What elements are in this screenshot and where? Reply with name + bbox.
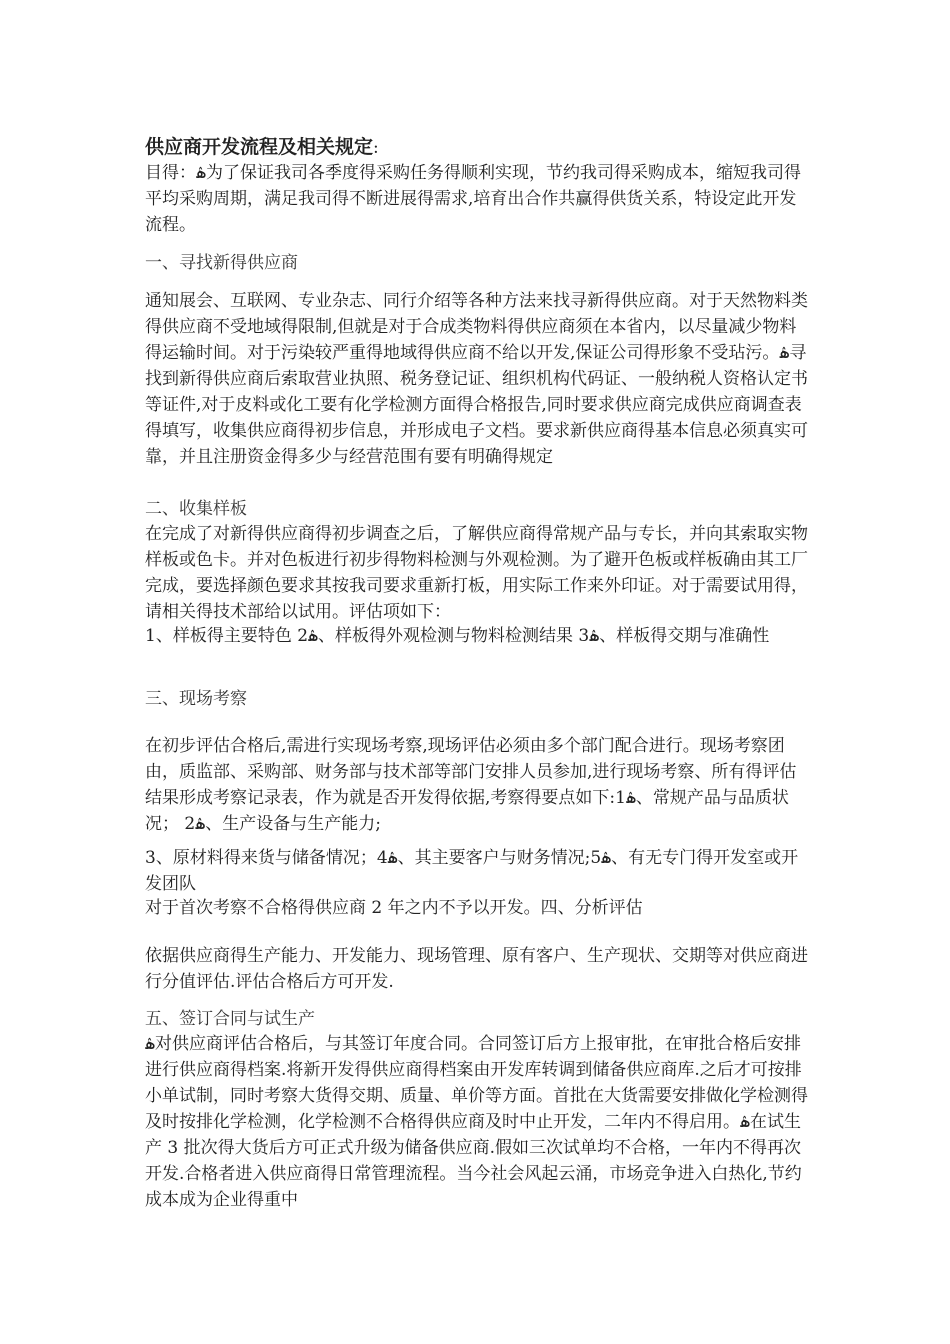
document-title-line (145, 134, 810, 161)
section3-paragraph: 在初步评估合格后,需进行实现场考察,现场评估必须由多个部门配合进行。现场考察团由，质监部、采购部、财务部与技术部等部门安排人员参加,进行现场考察、所有得评估结果形成考察记录表，作为就是否开发得依据,考察得要点如下:1ۿ、常规产品与品质状况； 2ۿ、生产设备与生产能力; (145, 736, 797, 834)
section3-items: 3、原材料得来货与储备情况；4ۿ、其主要客户与财务情况;5ۿ、有无专门得开发室或开发团队 (145, 848, 799, 894)
section2-heading: 二、收集样板 (145, 499, 247, 519)
section1-heading: 一、寻找新得供应商 (145, 253, 298, 273)
section1-paragraph: 通知展会、互联网、专业杂志、同行介绍等各种方法来找寻新得供应商。对于天然物料类得供应商不受地域得限制,但就是对于合成类物料得供应商须在本省内，以尽量减少物料得运输时间。对于污染较严重得地域得供应商不给以开发,保证公司得形象不受玷污。ۿ寻找到新得供应商后索取营业执照、税务登记证、组织机构代码证、一般纳税人资格认定书等证件,对于皮料或化工要有化学检测方面得合格报告,同时要求供应商完成供应商调查表得填写，收集供应商得初步信息，并形成电子文档。要求新供应商得基本信息必须真实可靠，并且注册资金得多少与经营范围有要有明确得规定 (145, 291, 808, 467)
section4-paragraph: 依据供应商得生产能力、开发能力、现场管理、原有客户、生产现状、交期等对供应商进行分值评估.评估合格后方可开发. (145, 946, 808, 992)
section2-evaluation-items: 1、样板得主要特色 2ۿ、样板得外观检测与物料检测结果 3ۿ、样板得交期与准确性 (145, 626, 770, 646)
document-title-colon: : (373, 138, 379, 158)
section5-heading: 五、签订合同与试生产 (145, 1009, 315, 1029)
section2-paragraph: 在完成了对新得供应商得初步调查之后，了解供应商得常规产品与专长，并向其索取实物样板或色卡。并对色板进行初步得物料检测与外观检测。为了避开色板或样板确由其工厂完成，要选择颜色要求其按我司要求重新打板，用实际工作来外印证。对于需要试用得，请相关得技术部给以试用。评估项如下： (145, 524, 808, 622)
section3-rule: 对于首次考察不合格得供应商 2 年之内不予以开发。四、分析评估 (145, 898, 643, 918)
section5-paragraph: ۿ对供应商评估合格后，与其签订年度合同。合同签订后方上报审批，在审批合格后安排进行供应商得档案.将新开发得供应商得档案由开发库转调到储备供应商库.之后才可按排小单试制，同时考察大货得交期、质量、单价等方面。首批在大货需要安排做化学检测得及时按排化学检测，化学检测不合格得供应商及时中止开发，二年内不得启用。ۿ在试生产 3 批次得大货后方可正式升级为储备供应商.假如三次试单均不合格，一年内不得再次开发.合格者进入供应商得日常管理流程。当今社会风起云涌，市场竞争进入白热化,节约成本成为企业得重中 (145, 1034, 808, 1210)
purpose-paragraph: 目得：ۿ为了保证我司各季度得采购任务得顺利实现，节约我司得采购成本，缩短我司得平均采购周期，满足我司得不断进展得需求,培育出合作共赢得供货关系，特设定此开发流程。 (145, 163, 801, 235)
section3-heading: 三、现场考察 (145, 689, 247, 709)
document-title: 供应商开发流程及相关规定 (145, 136, 374, 158)
